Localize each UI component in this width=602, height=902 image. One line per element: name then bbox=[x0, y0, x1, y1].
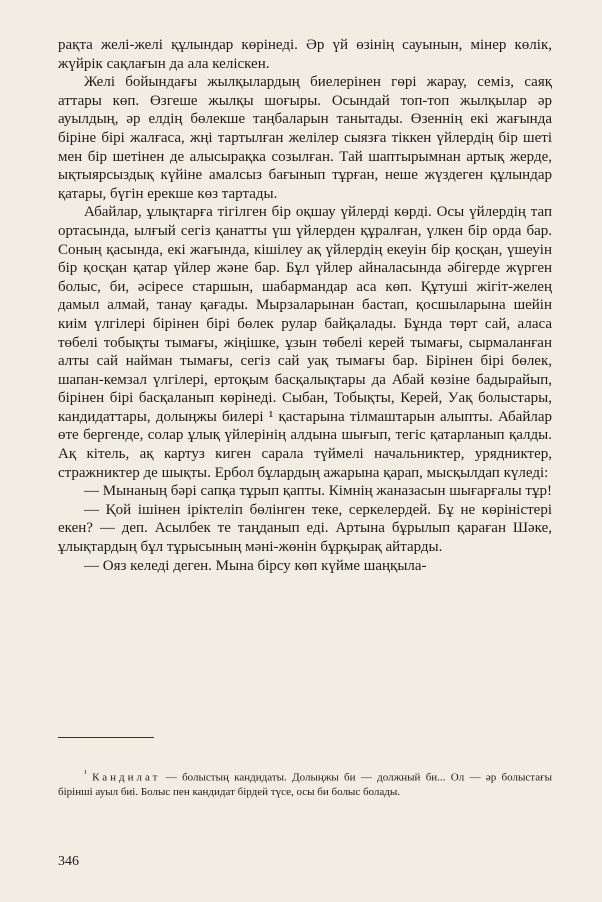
paragraph: Абайлар, ұлықтарға тігілген бір оқшау үйлерді көрді. Осы үйлердің тап ортасында, ылғый сегіз қанатты үш үйлерден құралған, үлкен бір орда бар. Соның қасында, екі жағында, кішілеу ақ үйлердің екеуін бір қосқан, үшеуін бір қосқан қатар үйлер және бар. Бұл үйлер айналасында әбігерде жүрген болыс, би, әсіресе старшын, шабармандар аса көп. Құтуші жігіт-желең дамыл алмай, танау қағады. Мырзаларынан бастап, қосшыларына шейін киім үлгілері бірінен бірі бөлек рулар байқалады. Бұнда төрт сай, аласа төбелі тобықты тымағы, жіңішке, ұзын төбелі керей тымағы, сырмаланған алты сай найман тымағы, сегіз сай уақ тымағы бар. Бірінен бірі бөлек, шапан-кемзал үлгілері, ертоқым басқалықтары да Абай көзіне бадырайып, бірінен бірі басқаланып көрінеді. Сыбан, Тобықты, Керей, Уақ болыстары, кандидаттары, долыңжы билері ¹ қастарына тілмаштарын алыпты. Абайлар өте бергенде, солар ұлық үйлерінің алдына шығып, тегіс қатарланып қалды. Ақ кітель, ақ картуз киген сарала түймелі начальниктер, урядниктер, стражниктер де шықты. Ербол бұлардың ажарына қарап, мысқылдап күледі: bbox=[58, 204, 552, 481]
footnote-term: Кандилат bbox=[92, 771, 161, 784]
footnote bbox=[58, 766, 552, 799]
page-number: 346 bbox=[58, 854, 79, 869]
paragraph: — Қой ішінен іріктеліп бөлінген теке, серкелердей. Бұ не көріністері екен? — деп. Асылбек те таңданып еді. Артына бұрылып қараған Шәке, ұлықтардың бұл тұрысының мәні-жөнін бұрқырақ айтарды. bbox=[58, 501, 552, 556]
footnote-paragraph bbox=[58, 766, 552, 799]
footnote-text: — болыстың кандидаты. Долыңжы би — должный би... Ол — әр болыстағы бірінші ауыл биі. Болыс пен кандидат бірдей түсе, осы би болыс болады. bbox=[58, 771, 552, 798]
paragraph: — Мынаның бәрі сапқа тұрып қапты. Кімнің жаназасын шығарғалы тұр! bbox=[84, 483, 552, 500]
paragraph: Желі бойындағы жылқылардың биелерінен гөрі жарау, семіз, саяқ аттары көп. Өзгеше жылқы шоғыры. Осындай топ-топ жылқылар әр ауылдың, әр елдің бөлекше таңбаларын танытады. Өзеннің екі жағында біріне бірі жалғаса, жңі тартылған желілер сыязға тіккен үйлердің бір шеті мен бір шетінен де алысырақка созылған. Тай шаптырымнан артық жерде, ықтыярсыздық күйіне амалсыз бағынып тұрған, неше жүздеген құлындар қатары, бүгін ерекше көз тартады. bbox=[58, 74, 552, 202]
footnote-divider bbox=[58, 737, 154, 738]
body-text bbox=[58, 36, 552, 575]
footnote-marker: ¹ bbox=[84, 768, 87, 778]
paragraph: рақта желі-желі құлындар көрінеді. Әр үй өзінің сауынын, мінер көлік, жүйрік сақлағын да ала келіскен. bbox=[58, 37, 552, 72]
paragraph: — Ояз келеді деген. Мына бірсу көп күйме шаңқыла- bbox=[84, 557, 427, 574]
